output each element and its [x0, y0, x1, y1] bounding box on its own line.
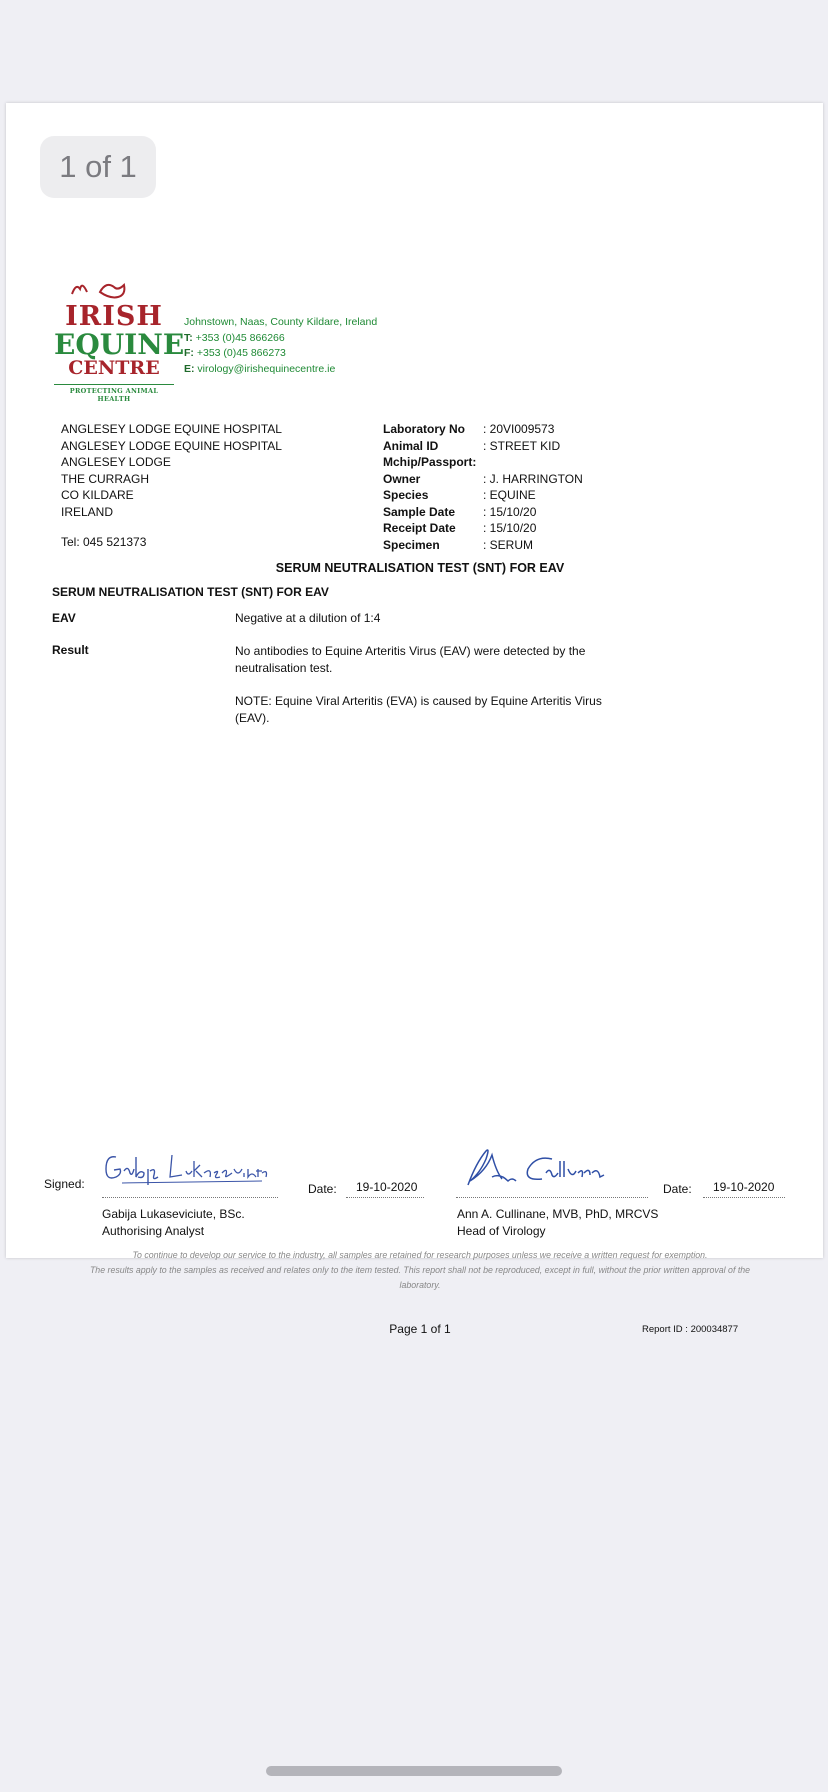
result-value: No antibodies to Equine Arteritis Virus (EAV) were detected by the neutralisation test. [235, 644, 586, 675]
phone-number: +353 (0)45 866266 [195, 331, 285, 344]
lab-info-row [383, 438, 583, 455]
lab-info-label: Owner [383, 471, 421, 486]
signatory-left-name: Gabija Lukaseviciute, BSc. [102, 1207, 245, 1221]
signature-line-left [102, 1197, 278, 1198]
disclaimer [86, 1248, 754, 1293]
fax-label: F: [184, 347, 194, 359]
logo-equine-text: EQUINE [54, 328, 185, 361]
lab-info-label: Animal ID [383, 438, 439, 453]
lab-info-label: Specimen [383, 537, 440, 552]
lab-info-row [383, 454, 583, 471]
home-indicator[interactable] [266, 1766, 562, 1776]
page-number: Page 1 of 1 [389, 1322, 451, 1336]
date-line-right [703, 1197, 785, 1198]
logo-tagline: PROTECTING ANIMAL HEALTH [54, 384, 174, 403]
lab-info-row [383, 520, 583, 537]
date-label-right: Date: [663, 1182, 692, 1196]
phone-label: T: [184, 331, 193, 344]
lab-info-value: : 15/10/20 [483, 504, 537, 519]
lab-info-row [383, 537, 583, 554]
address-line: ANGLESEY LODGE EQUINE HOSPITAL [61, 438, 282, 453]
email-link[interactable]: virology@irishequinecentre.ie [197, 362, 336, 375]
address-line: CO KILDARE [61, 488, 134, 502]
irish-equine-centre-logo [54, 191, 185, 403]
signatory-left-role: Authorising Analyst [102, 1224, 205, 1238]
lab-info-value: : STREET KID [483, 438, 561, 453]
signature-right-image [456, 1143, 626, 1191]
horse-logo-icon [54, 191, 174, 301]
lab-info-value: : J. HARRINGTON [483, 471, 583, 486]
centre-address: Johnstown, Naas, County Kildare, Ireland [184, 316, 378, 328]
lab-info-label: Sample Date [383, 504, 456, 519]
eav-value: Negative at a dilution of 1:4 [235, 611, 381, 625]
disclaimer-line: The results apply to the samples as received and relates only to the item tested. This report shall not be reproduced, except in full, without the prior written approval of the laboratory. [89, 1265, 751, 1290]
eav-label: EAV [52, 611, 76, 625]
address-line: THE CURRAGH [61, 471, 150, 486]
signatory-right [457, 1206, 658, 1240]
lab-info-row [383, 471, 583, 488]
lab-info-row [383, 487, 583, 504]
lab-info-label: Laboratory No [383, 422, 466, 436]
email-label: E: [184, 362, 195, 375]
address-line: ANGLESEY LODGE EQUINE HOSPITAL [61, 422, 282, 436]
lab-info-label: Receipt Date [383, 521, 456, 535]
signature-left-image [102, 1147, 272, 1187]
signature-line-right [456, 1197, 648, 1198]
report-title: SERUM NEUTRALISATION TEST (SNT) FOR EAV [275, 561, 565, 575]
fax-number: +353 (0)45 866273 [196, 347, 286, 359]
document-page [6, 103, 823, 1336]
date-value-right: 19-10-2020 [713, 1180, 775, 1194]
page-counter-badge: 1 of 1 [40, 136, 156, 198]
lab-info-label: Mchip/Passport: [383, 455, 477, 469]
recipient-tel: Tel: 045 521373 [61, 535, 147, 549]
recipient-address [61, 421, 282, 520]
logo-irish-text: IRISH [65, 301, 163, 332]
address-line: ANGLESEY LODGE [61, 455, 171, 469]
signatory-right-name: Ann A. Cullinane, MVB, PhD, MRCVS [457, 1207, 659, 1221]
date-label-left: Date: [308, 1182, 337, 1196]
lab-info-value: : 20VI009573 [483, 422, 555, 436]
result-label: Result [52, 643, 89, 657]
lab-info-table [383, 421, 583, 553]
logo-centre-text: CENTRE [68, 357, 160, 379]
contact-block [184, 315, 377, 377]
signed-label: Signed: [44, 1177, 85, 1191]
lab-info-label: Species [383, 488, 429, 502]
lab-info-value: : SERUM [483, 537, 534, 552]
signatory-right-role: Head of Virology [457, 1224, 546, 1238]
disclaimer-line: To continue to develop our service to the industry, all samples are retained for research purposes unless we receive a written request for exemption. [132, 1250, 708, 1260]
lab-info-row [383, 421, 583, 438]
report-note: NOTE: Equine Viral Arteritis (EVA) is caused by Equine Arteritis Virus (EAV). [235, 694, 602, 725]
signatory-left [102, 1206, 245, 1240]
section-title: SERUM NEUTRALISATION TEST (SNT) FOR EAV [52, 585, 329, 599]
date-line-left [346, 1197, 424, 1198]
date-value-left: 19-10-2020 [356, 1180, 418, 1194]
lab-info-row [383, 504, 583, 521]
report-id: Report ID : 200034877 [642, 1324, 739, 1335]
lab-info-value: : 15/10/20 [483, 521, 537, 535]
lab-info-value: : EQUINE [483, 488, 536, 502]
address-line: IRELAND [61, 504, 114, 519]
